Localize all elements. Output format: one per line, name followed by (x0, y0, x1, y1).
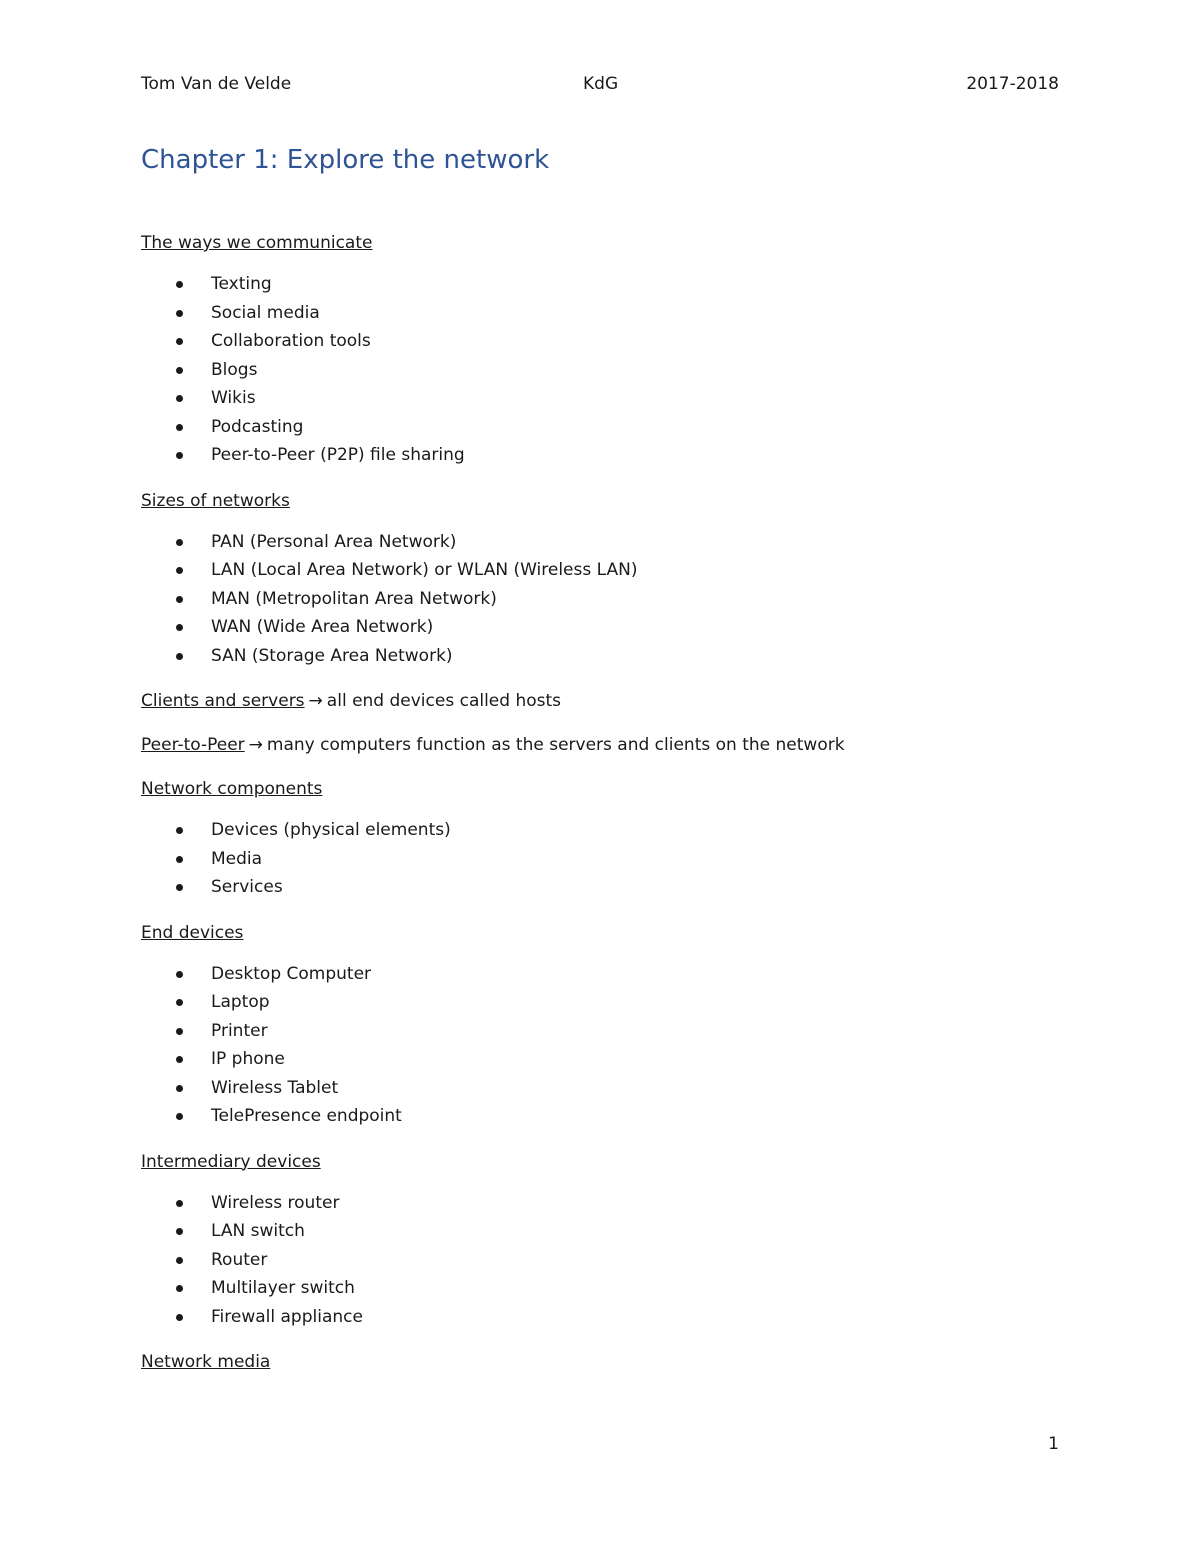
list-item: Printer (141, 1017, 1059, 1046)
bullet-icon (176, 596, 183, 603)
bullet-icon (176, 310, 183, 317)
bullet-icon (176, 1113, 183, 1120)
arrow-right-icon: → (248, 735, 263, 755)
bullet-icon (176, 452, 183, 459)
list-item: TelePresence endpoint (141, 1102, 1059, 1131)
list-item: IP phone (141, 1045, 1059, 1074)
list-item: Router (141, 1246, 1059, 1275)
bullet-icon (176, 1228, 183, 1235)
heading-media: Network media (141, 1352, 271, 1372)
heading-communicate: The ways we communicate (141, 233, 373, 253)
list-item: Services (141, 873, 1059, 902)
chapter-title: Chapter 1: Explore the network (141, 145, 550, 175)
list-item: MAN (Metropolitan Area Network) (141, 585, 1059, 614)
bullet-icon (176, 1085, 183, 1092)
bullet-icon (176, 653, 183, 660)
heading-end-devices: End devices (141, 922, 244, 943)
list-item: Laptop (141, 988, 1059, 1017)
heading-intermediary: Intermediary devices (141, 1151, 321, 1172)
header-year: 2017-2018 (966, 74, 1059, 94)
p2p-term: Peer-to-Peer (141, 735, 245, 755)
list-components (141, 816, 1059, 902)
list-item: Collaboration tools (141, 327, 1059, 356)
bullet-icon (176, 1056, 183, 1063)
bullet-icon (176, 1285, 183, 1292)
list-item: LAN (Local Area Network) or WLAN (Wireless LAN) (141, 556, 1059, 585)
bullet-icon (176, 395, 183, 402)
list-item: LAN switch (141, 1217, 1059, 1246)
document-body (141, 142, 1059, 1389)
heading-components: Network components (141, 779, 323, 799)
list-item: PAN (Personal Area Network) (141, 528, 1059, 557)
bullet-icon (176, 539, 183, 546)
bullet-icon (176, 624, 183, 631)
bullet-icon (176, 1200, 183, 1207)
bullet-icon (176, 884, 183, 891)
bullet-icon (176, 1028, 183, 1035)
list-item: WAN (Wide Area Network) (141, 613, 1059, 642)
page-header (141, 74, 1059, 98)
list-item: Wireless Tablet (141, 1074, 1059, 1103)
bullet-icon (176, 1314, 183, 1321)
clients-servers-line (141, 688, 1059, 714)
list-item: Firewall appliance (141, 1303, 1059, 1332)
bullet-icon (176, 971, 183, 978)
bullet-icon (176, 281, 183, 288)
list-item: Wikis (141, 384, 1059, 413)
bullet-icon (176, 367, 183, 374)
header-school: KdG (583, 74, 619, 94)
list-item: Peer-to-Peer (P2P) file sharing (141, 441, 1059, 470)
list-item: Multilayer switch (141, 1274, 1059, 1303)
list-item: Devices (physical elements) (141, 816, 1059, 845)
p2p-text: many computers function as the servers and clients on the network (266, 735, 845, 755)
bullet-icon (176, 567, 183, 574)
bullet-icon (176, 338, 183, 345)
page-number: 1 (1048, 1434, 1059, 1454)
bullet-icon (176, 827, 183, 834)
heading-sizes: Sizes of networks (141, 490, 290, 511)
bullet-icon (176, 856, 183, 863)
header-author: Tom Van de Velde (141, 74, 292, 94)
list-item: Desktop Computer (141, 960, 1059, 989)
bullet-icon (176, 424, 183, 431)
list-end-devices (141, 960, 1059, 1131)
list-item: Texting (141, 270, 1059, 299)
arrow-right-icon: → (308, 691, 323, 711)
list-item: Podcasting (141, 413, 1059, 442)
list-item: SAN (Storage Area Network) (141, 642, 1059, 671)
list-item: Wireless router (141, 1189, 1059, 1218)
list-intermediary (141, 1189, 1059, 1332)
list-communicate (141, 270, 1059, 470)
list-item: Blogs (141, 356, 1059, 385)
clients-servers-term: Clients and servers (141, 691, 305, 711)
bullet-icon (176, 999, 183, 1006)
p2p-line (141, 732, 1059, 758)
list-sizes (141, 528, 1059, 671)
list-item: Media (141, 845, 1059, 874)
list-item: Social media (141, 299, 1059, 328)
clients-servers-text: all end devices called hosts (326, 691, 562, 711)
bullet-icon (176, 1257, 183, 1264)
